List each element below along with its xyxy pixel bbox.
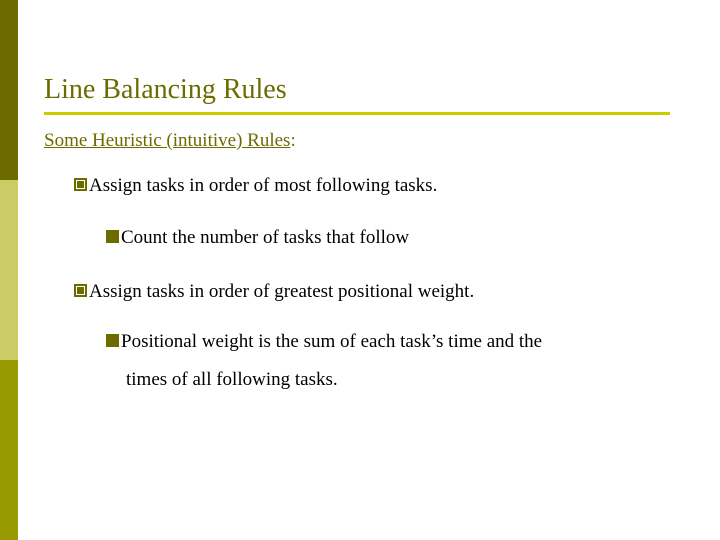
slide-title: Line Balancing Rules [44, 74, 287, 105]
filled-square-bullet-icon [106, 334, 119, 347]
hollow-square-bullet-icon [74, 284, 87, 297]
sidebar-segment-bottom [0, 360, 18, 540]
bullet-level1-positional-weight [74, 282, 474, 301]
bullet-text-continuation: times of all following tasks. [126, 369, 338, 390]
title-divider [44, 112, 670, 115]
sidebar-segment-middle [0, 180, 18, 360]
bullet-text: Assign tasks in order of most following tasks. [89, 175, 438, 196]
bullet-text: Assign tasks in order of greatest positional weight. [89, 281, 475, 302]
sidebar-segment-top [0, 0, 18, 180]
slide-subtitle [44, 130, 296, 152]
subtitle-colon: : [290, 130, 296, 151]
hollow-square-bullet-icon [74, 178, 87, 191]
filled-square-bullet-icon [106, 230, 119, 243]
bullet-text: Count the number of tasks that follow [121, 227, 410, 248]
bullet-text: Positional weight is the sum of each task’s time and the [121, 331, 543, 352]
bullet-level1-most-following [74, 176, 437, 195]
subtitle-underlined-text: Some Heuristic (intuitive) Rules [44, 130, 291, 151]
bullet-level2-count-following [106, 228, 409, 247]
bullet-level2-positional-definition [106, 332, 542, 351]
